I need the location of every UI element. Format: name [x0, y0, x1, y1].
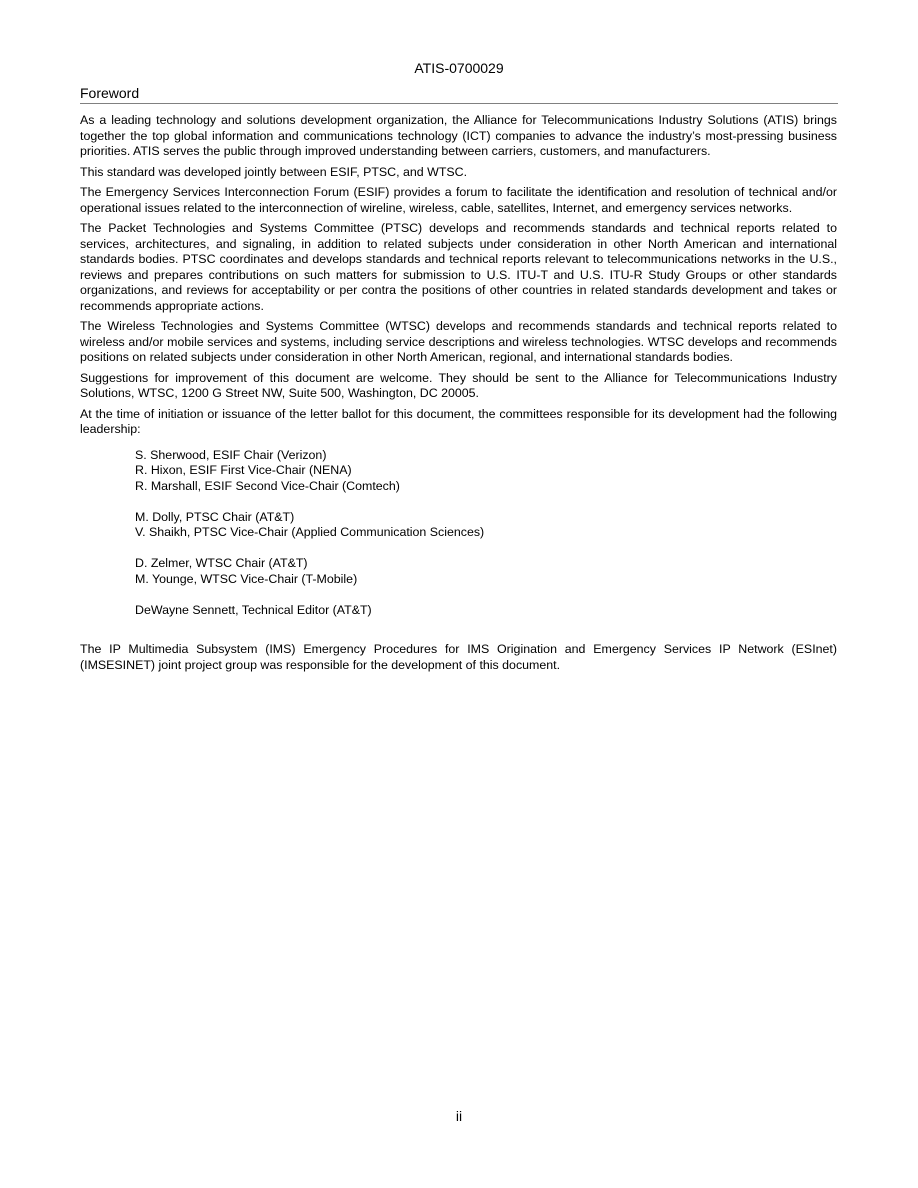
leader-entry: R. Marshall, ESIF Second Vice-Chair (Comtech)	[135, 478, 400, 493]
paragraph-esif: The Emergency Services Interconnection Forum (ESIF) provides a forum to facilitate the identification and resolution of technical and/or operational issues related to the interconnection of wireline, wireless, cable, satellites, Internet, and emergency services networks.	[80, 185, 837, 215]
leadership-group-editor	[135, 603, 837, 619]
paragraph-joint-development: This standard was developed jointly between ESIF, PTSC, and WTSC.	[80, 164, 468, 179]
leadership-group-ptsc	[135, 510, 837, 541]
leader-entry: M. Dolly, PTSC Chair (AT&T)	[135, 509, 295, 524]
leader-entry: M. Younge, WTSC Vice-Chair (T-Mobile)	[135, 571, 358, 586]
leadership-group-esif	[135, 448, 837, 495]
paragraph-joint-project-group: The IP Multimedia Subsystem (IMS) Emergency Procedures for IMS Origination and Emergency Services IP Network (ESInet) (IMSESINET) joint project group was responsible for the development of this document.	[80, 642, 837, 672]
section-heading-foreword: Foreword	[80, 85, 838, 104]
leader-entry: V. Shaikh, PTSC Vice-Chair (Applied Communication Sciences)	[135, 525, 485, 539]
paragraph-wtsc: The Wireless Technologies and Systems Committee (WTSC) develops and recommends standards and technical reports related to wireless and/or mobile services and systems, including service descriptions and wireless technologies. WTSC develops and recommends positions on related subjects under consideration in other North American, regional, and international standards bodies.	[80, 319, 837, 364]
foreword-body	[80, 113, 837, 678]
leader-entry: S. Sherwood, ESIF Chair (Verizon)	[135, 447, 327, 462]
leadership-group-wtsc	[135, 556, 837, 587]
page-number: ii	[455, 1108, 463, 1124]
leadership-list	[135, 448, 837, 619]
paragraph-atis-intro: As a leading technology and solutions development organization, the Alliance for Telecommunications Industry Solutions (ATIS) brings together the top global information and communications technology (ICT) companies to advance the industry’s most-pressing business priorities. ATIS serves the public through improved understanding between carriers, customers, and manufacturers.	[80, 113, 837, 158]
leader-entry: R. Hixon, ESIF First Vice-Chair (NENA)	[135, 463, 352, 477]
paragraph-leadership-intro: At the time of initiation or issuance of the letter ballot for this document, the committees responsible for its development had the following leadership:	[80, 406, 837, 436]
leader-entry: DeWayne Sennett, Technical Editor (AT&T)	[135, 602, 372, 617]
leader-entry: D. Zelmer, WTSC Chair (AT&T)	[135, 556, 308, 570]
paragraph-ptsc: The Packet Technologies and Systems Committee (PTSC) develops and recommends standards and technical reports related to services, architectures, and signaling, in addition to related subjects under consideration in other North American and international standards bodies. PTSC coordinates and develops standards and technical reports relevant to telecommunications networks in the U.S., reviews and prepares contributions on such matters for submission to U.S. ITU-T and U.S. ITU-R Study Groups or other standards organizations, and reviews for acceptability or per contra the positions of other countries in related standards development and takes or recommends appropriate actions.	[80, 221, 837, 313]
paragraph-suggestions: Suggestions for improvement of this document are welcome. They should be sent to the Alliance for Telecommunications Industry Solutions, WTSC, 1200 G Street NW, Suite 500, Washington, DC 20005.	[80, 370, 837, 400]
document-id-header: ATIS-0700029	[414, 60, 504, 76]
